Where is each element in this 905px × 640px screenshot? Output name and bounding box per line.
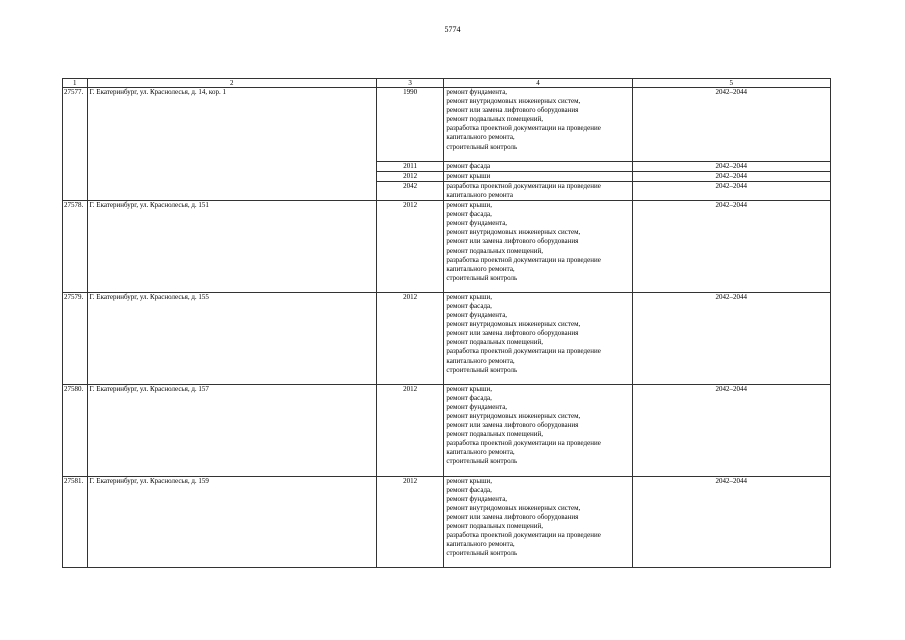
work-item: ремонт внутридомовых инженерных систем, xyxy=(446,503,581,512)
record-address: Г. Екатеринбург, ул. Краснолесья, д. 157 xyxy=(87,384,376,476)
work-item: ремонт подвальных помещений, xyxy=(446,522,544,531)
record-period: 2042–2044 xyxy=(632,161,830,171)
cell-padding xyxy=(446,152,629,161)
work-item: ремонт крыши, xyxy=(446,292,492,301)
work-item: разработка проектной документации на проведение xyxy=(446,124,601,133)
work-item: капитального ремонта, xyxy=(446,540,515,549)
column-header: 3 xyxy=(376,79,443,88)
record-year: 2042 xyxy=(376,181,443,200)
record-number: 27577. xyxy=(63,88,88,201)
work-item: ремонт подвальных помещений, xyxy=(446,115,544,124)
record-year: 2012 xyxy=(376,476,443,568)
work-item: ремонт или замена лифтового оборудования xyxy=(446,237,579,246)
record-number: 27580. xyxy=(63,384,88,476)
record-year: 2012 xyxy=(376,292,443,384)
work-item: строительный контроль xyxy=(446,273,518,282)
record-works xyxy=(444,181,632,200)
column-header: 4 xyxy=(444,79,632,88)
table-body xyxy=(63,79,831,568)
work-item: строительный контроль xyxy=(446,142,518,151)
work-item: ремонт подвальных помещений, xyxy=(446,338,544,347)
work-item: ремонт или замена лифтового оборудования xyxy=(446,106,579,115)
work-item: капитального ремонта xyxy=(446,190,513,199)
record-works xyxy=(444,201,632,293)
cell-padding xyxy=(446,558,629,567)
work-item: ремонт внутридомовых инженерных систем, xyxy=(446,228,581,237)
work-item: ремонт фасада xyxy=(446,161,491,170)
record-year: 2012 xyxy=(376,201,443,293)
work-item: ремонт фасада, xyxy=(446,485,492,494)
work-item: ремонт подвальных помещений, xyxy=(446,430,544,439)
work-item: капитального ремонта, xyxy=(446,133,515,142)
work-item: разработка проектной документации на проведение xyxy=(446,531,601,540)
record-number: 27581. xyxy=(63,476,88,568)
work-item: ремонт фундамента, xyxy=(446,311,508,320)
record-year: 2011 xyxy=(376,161,443,171)
record-period: 2042–2044 xyxy=(632,476,830,568)
record-address: Г. Екатеринбург, ул. Краснолесья, д. 14, кор. 1 xyxy=(87,88,376,201)
cell-padding xyxy=(446,283,629,292)
record-address: Г. Екатеринбург, ул. Краснолесья, д. 159 xyxy=(87,476,376,568)
work-item: строительный контроль xyxy=(446,365,518,374)
record-period: 2042–2044 xyxy=(632,171,830,181)
work-item: строительный контроль xyxy=(446,549,518,558)
work-item: ремонт фасада, xyxy=(446,210,492,219)
record-year: 2012 xyxy=(376,171,443,181)
work-item: разработка проектной документации на проведение xyxy=(446,439,601,448)
record-period: 2042–2044 xyxy=(632,181,830,200)
work-item: ремонт внутридомовых инженерных систем, xyxy=(446,97,581,106)
page-number: 5774 xyxy=(444,25,461,34)
work-item: ремонт фундамента, xyxy=(446,402,508,411)
work-item: ремонт внутридомовых инженерных систем, xyxy=(446,320,581,329)
table-row xyxy=(63,384,831,476)
column-header: 1 xyxy=(63,79,88,88)
record-address: Г. Екатеринбург, ул. Краснолесья, д. 155 xyxy=(87,292,376,384)
work-item: ремонт фундамента, xyxy=(446,88,508,96)
record-works xyxy=(444,171,632,181)
work-item: ремонт крыши, xyxy=(446,201,492,210)
work-item: капитального ремонта, xyxy=(446,264,515,273)
work-item: ремонт или замена лифтового оборудования xyxy=(446,512,579,521)
record-number: 27578. xyxy=(63,201,88,293)
record-number: 27579. xyxy=(63,292,88,384)
work-item: ремонт фасада, xyxy=(446,301,492,310)
column-header: 5 xyxy=(632,79,830,88)
record-period: 2042–2044 xyxy=(632,384,830,476)
work-item: капитального ремонта, xyxy=(446,448,515,457)
work-item: ремонт фундамента, xyxy=(446,494,508,503)
record-year: 1990 xyxy=(376,88,443,162)
table-row xyxy=(63,88,831,162)
record-works xyxy=(444,88,632,162)
work-item: ремонт крыши xyxy=(446,171,491,180)
record-address: Г. Екатеринбург, ул. Краснолесья, д. 151 xyxy=(87,201,376,293)
table-row xyxy=(63,476,831,568)
table-row xyxy=(63,292,831,384)
work-item: разработка проектной документации на проведение xyxy=(446,255,601,264)
work-item: ремонт крыши, xyxy=(446,384,492,393)
record-period: 2042–2044 xyxy=(632,292,830,384)
work-item: ремонт или замена лифтового оборудования xyxy=(446,421,579,430)
record-works xyxy=(444,384,632,476)
record-works xyxy=(444,292,632,384)
work-item: ремонт или замена лифтового оборудования xyxy=(446,329,579,338)
record-works xyxy=(444,476,632,568)
work-item: разработка проектной документации на проведение xyxy=(446,347,601,356)
record-period: 2042–2044 xyxy=(632,88,830,162)
work-item: ремонт крыши, xyxy=(446,476,492,485)
work-item: строительный контроль xyxy=(446,457,518,466)
table-row xyxy=(63,201,831,293)
column-header: 2 xyxy=(87,79,376,88)
repair-schedule-table xyxy=(62,78,831,568)
cell-padding xyxy=(446,375,629,384)
work-item: разработка проектной документации на проведение xyxy=(446,181,601,190)
cell-padding xyxy=(446,467,629,476)
record-period: 2042–2044 xyxy=(632,201,830,293)
work-item: ремонт фасада, xyxy=(446,393,492,402)
work-item: ремонт подвальных помещений, xyxy=(446,246,544,255)
record-works xyxy=(444,161,632,171)
column-header-row xyxy=(63,79,831,88)
work-item: ремонт фундамента, xyxy=(446,219,508,228)
record-year: 2012 xyxy=(376,384,443,476)
work-item: капитального ремонта, xyxy=(446,356,515,365)
work-item: ремонт внутридомовых инженерных систем, xyxy=(446,412,581,420)
